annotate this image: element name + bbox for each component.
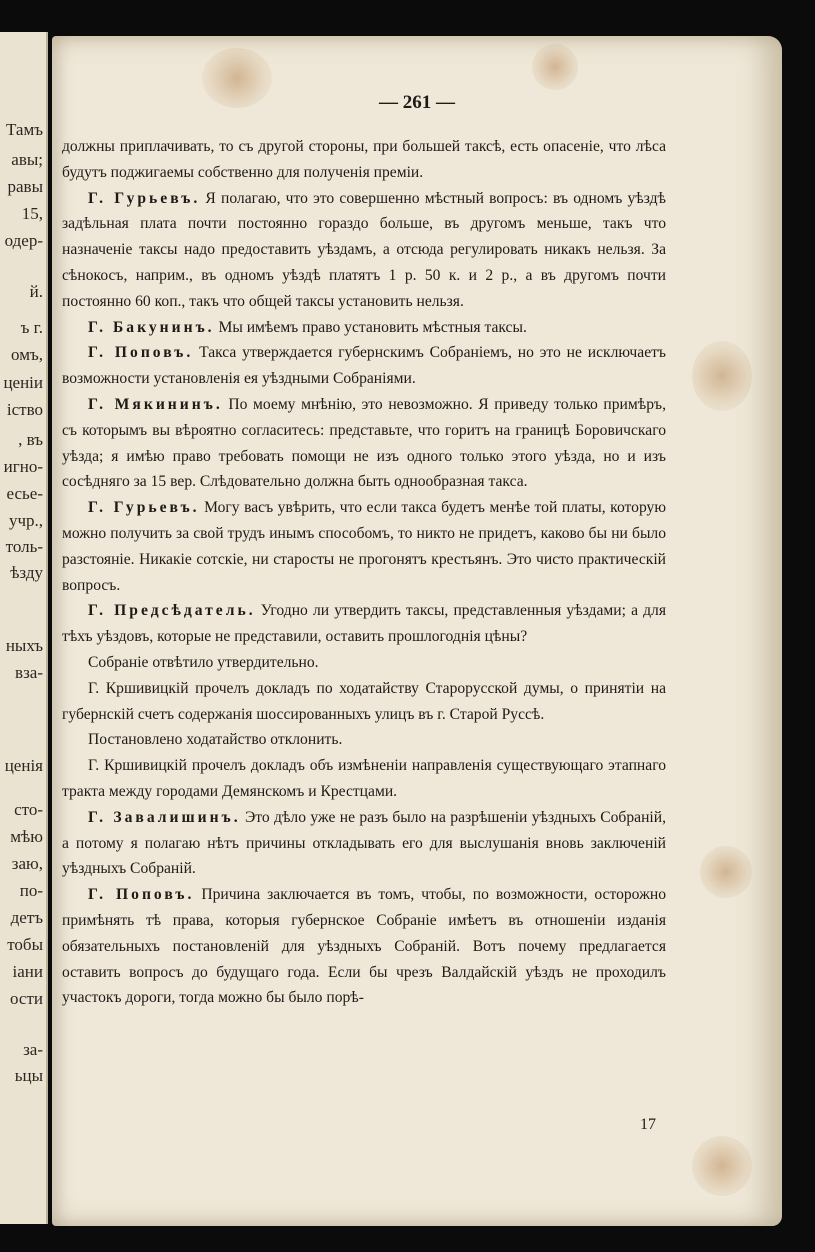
speaker-name: Г. Гурьевъ. — [88, 189, 201, 207]
left-page-line: авы; — [11, 150, 43, 169]
left-page-line: ценія — [4, 756, 43, 775]
paragraph — [62, 676, 666, 728]
left-page-line: детъ — [10, 908, 43, 927]
left-page-line: по- — [19, 881, 43, 900]
speaker-name: Г. Поповъ. — [88, 344, 194, 362]
left-page-line: одер- — [4, 231, 43, 250]
signature-mark: 17 — [640, 1116, 656, 1133]
left-page-line: ценіи — [3, 373, 43, 392]
paragraph — [62, 186, 666, 315]
left-page-line: сто- — [14, 800, 43, 819]
left-page-line: вза- — [15, 663, 43, 682]
paragraph-text: По моему мнѣнію, это невозможно. Я приведу только примѣръ, съ которымъ вы вѣроятно согласитесь: представьте, что горитъ на границѣ Боровичскаго уѣзда; я имѣю право требовать помощи не изъ одного только этого уѣзда, но и изъ сосѣдняго за 15 вер. Слѣдовательно должна быть однообразная такса. — [62, 395, 666, 491]
speaker-name: Г. Завалишинъ. — [88, 808, 241, 826]
paragraph — [62, 495, 666, 598]
left-page-line: есье- — [6, 484, 43, 503]
left-page-line: 15, — [21, 204, 43, 223]
left-page-line: , въ — [18, 430, 43, 449]
paragraph — [62, 392, 666, 495]
left-page-line: ныхъ — [5, 636, 43, 655]
paragraph-text: Такса утверждается губернскимъ Собраніемъ, но это не исключаетъ возможности установленія ея уѣздными Собраніями. — [62, 344, 666, 388]
paragraph-text: Мы имѣемъ право установить мѣстныя таксы. — [214, 318, 527, 336]
paragraph — [62, 753, 666, 805]
left-page-line: ъ г. — [20, 318, 43, 337]
speaker-name: Г. Поповъ. — [88, 886, 195, 904]
left-page-line: ости — [10, 989, 43, 1008]
left-page-line: ьцы — [14, 1066, 43, 1085]
paragraph-text: должны приплачивать, то съ другой стороны, при большей таксѣ, есть опасеніе, что лѣса будутъ поджигаемы собственно для полученія преміи. — [62, 138, 666, 181]
paragraph — [62, 650, 666, 676]
stain — [692, 1136, 752, 1196]
left-page-line: ѣзду — [10, 563, 43, 582]
page-text — [62, 134, 666, 1011]
paragraph-text: Причина заключается въ томъ, чтобы, по возможности, осторожно примѣнять тѣ права, которыя губернское Собраніе имѣетъ въ отношеніи изданія обязательныхъ постановленій для уѣздныхъ Собраній. Вотъ почему предлагается оставить вопросъ до будущаго года. Если бы чрезъ Валдайскій уѣздъ не проходилъ участокъ дороги, тогда можно бы было порѣ- — [62, 886, 666, 1007]
paragraph — [62, 598, 666, 650]
paragraph — [62, 805, 666, 882]
speaker-name: Г. Предсѣдатель. — [88, 602, 256, 620]
left-page-line: учр., — [8, 511, 43, 530]
paragraph-text: Это дѣло уже не разъ было на разрѣшеніи уѣздныхъ Собраній, а потому я полагаю нѣтъ причины откладывать его для выслушанія вновь заключеній уѣздныхъ Собраній. — [62, 808, 666, 878]
paragraph-text: Собраніе отвѣтило утвердительно. — [88, 653, 319, 671]
left-page-line: мѣю — [10, 827, 43, 846]
left-page-line: іство — [6, 400, 43, 419]
left-page-line: игно- — [3, 457, 43, 476]
stain — [700, 846, 752, 898]
paragraph-text: Г. Кршивицкій прочелъ докладъ объ измѣненіи направленія существующаго этапнаго тракта между городами Демянскомъ и Крестцами. — [62, 757, 666, 800]
paragraph — [62, 315, 666, 341]
left-page-line: тобы — [7, 935, 43, 954]
paragraph-text: Могу васъ увѣрить, что если такса будетъ менѣе той платы, которую можно получить за свой трудъ инымъ способомъ, то никто не придетъ, каково бы ни было разстояніе. Никакіе сотскіе, ни старосты не прогонятъ крестьянъ. Это чисто практическій вопросъ. — [62, 499, 666, 594]
left-page-line: іани — [12, 962, 43, 981]
speaker-name: Г. Бакунинъ. — [88, 318, 215, 336]
paragraph — [62, 134, 666, 186]
paragraph — [62, 340, 666, 392]
speaker-name: Г. Мякининъ. — [88, 395, 223, 413]
book-page — [52, 36, 782, 1226]
left-page-line: заю, — [11, 854, 43, 873]
paragraph-text: Постановлено ходатайство отклонить. — [88, 731, 343, 749]
left-page-line: й. — [29, 282, 43, 301]
stain — [692, 341, 752, 411]
left-page-line: толь- — [5, 537, 43, 556]
stain — [532, 44, 578, 90]
left-page-fragment — [0, 32, 48, 1224]
page-number-header: — 261 — — [379, 92, 455, 113]
paragraph-text: Г. Кршивицкій прочелъ докладъ по ходатайству Старорусской думы, о принятіи на губернскій счетъ содержанія шоссированныхъ улицъ въ г. Старой Руссѣ. — [62, 679, 666, 723]
left-page-line: Тамъ — [5, 120, 43, 139]
paragraph-text: Я полагаю, что это совершенно мѣстный вопросъ: въ одномъ уѣздѣ задѣльная плата почти постоянно гораздо больше, въ другомъ меньше, такъ что назначеніе таксы надо предоставить уѣздамъ, а отсюда регулировать никакъ нельзя. За сѣнокосъ, наприм., въ одномъ уѣздѣ платятъ 1 р. 50 к. и 2 р., а въ другомъ почти постоянно 60 коп., такъ что общей таксы установить нельзя. — [62, 189, 666, 310]
paragraph-text: Угодно ли утвердить таксы, представленныя уѣздами; а для тѣхъ уѣздовъ, которые не представили, оставить прошлогоднія цѣны? — [62, 602, 666, 646]
paragraph — [62, 727, 666, 753]
paragraph — [62, 882, 666, 1011]
speaker-name: Г. Гурьевъ. — [88, 499, 200, 517]
left-page-line: за- — [23, 1040, 43, 1059]
left-page-line: равы — [7, 177, 43, 196]
left-page-line: омъ, — [11, 345, 43, 364]
